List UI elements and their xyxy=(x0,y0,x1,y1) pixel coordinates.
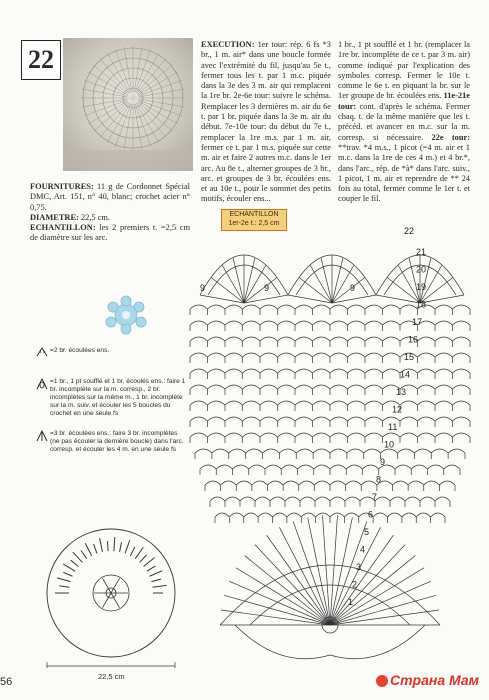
legend-text-1: =2 br. écoulées ens. xyxy=(50,347,110,354)
page-number: 56 xyxy=(0,676,13,688)
doily-photo xyxy=(63,38,193,171)
execution-body: 1er tour: rép. 6 fs *3 br., 1 m. air* dans une boucle formée avec l'extrémité du fil, jusqu'au 5e t., fermer tous les t. par 1 m.c. piquée dans la 3e des 3 m. air qui remplacent la 1re br. 2e-6e tour: suivre le schéma. Remplacer les 3 dernières m. air du 6e t. par 1 br. piquée dans la 3e m. air du début. 7e-10e tour: du début du 7e t., remplacer la 1re m.s. par 1 m. air, fermer ce t. par 1 m.s. piquée sur cette m. air et faire 2 autres m.c. dans le 1er arc. Au 8e t., alterner groupes de 3 br., arc. et groupes de 3 br. écoulées ens. et au 10e t., pour le sommet des petits motifs, écouler ens... xyxy=(201,40,331,204)
repeat-mark: 9 xyxy=(264,283,270,293)
row-label: 19 xyxy=(416,282,427,292)
execution-continued xyxy=(338,40,470,205)
row-label: 20 xyxy=(416,264,427,275)
chart-top-label: 22 xyxy=(404,226,415,236)
row-label: 21 xyxy=(416,247,427,257)
row-label: 18 xyxy=(416,299,427,310)
rounds-11-21-body: cont. d'après le schéma. Fermer chaq. t. de la même manière que les t. précéd. et avancer en m.c. sur la m. corresp. si nécessaire. xyxy=(338,101,470,142)
doily-outline-diagram xyxy=(18,528,208,668)
row-label: 4 xyxy=(360,544,366,555)
row-label: 9 xyxy=(380,457,386,467)
row-label: 13 xyxy=(396,387,407,397)
watermark-text: Страна Мам xyxy=(390,672,480,688)
fournitures-title: FOURNITURES: xyxy=(30,182,94,191)
round-22-body: **trav. *4 m.s., 1 picot (=4 m. air et 1 m.c. dans la 1re de ces 4 m.) et 4 br.*, dans l'arc., rép. de *à* dans l'arc. suiv., 1 picot, 1 m. air et reprendre de ** 24 fois au total, fermer comme le 1er t. et couper le fil. xyxy=(338,142,470,204)
row-label: 16 xyxy=(408,334,419,345)
execution-text xyxy=(201,40,331,205)
fournitures-body: 11 g de Cordonnet Spécial DMC, Art. 151, n° 40, blanc; crochet acier n° 0,75. xyxy=(30,182,190,212)
legend-text-2: =1 br., 1 pt soufflé et 1 br. écoulés ens.: faire 1 br. incomplète sur la m. corresp., 2 br. incomplètes sur la même m., 1 br. incomplète sur la m. suiv. et écouler les 5 boucles du crochet en une seule fs xyxy=(50,378,186,417)
badge-line1: ECHANTILLON xyxy=(229,211,279,218)
doily-photo-art xyxy=(63,38,193,171)
legend-text-3: =3 br. écoulées ens.: faire 3 br. incomplètes (ne pas écouler la dernière boucle) dans l'arc. corresp. et écouler les 4 m. en une seule fs xyxy=(50,430,184,453)
row-label: 7 xyxy=(372,492,378,502)
fournitures-text xyxy=(30,182,190,244)
site-watermark xyxy=(376,672,479,688)
row-label: 15 xyxy=(404,352,415,362)
repeat-mark: 9 xyxy=(350,283,356,293)
diameter-label: 22,5 cm xyxy=(98,672,125,681)
repeat-mark: 9 xyxy=(200,283,206,293)
row-label: 5 xyxy=(364,527,370,537)
row-label: 10 xyxy=(384,439,395,450)
execution-title: EXECUTION: xyxy=(201,40,255,49)
row-label: 12 xyxy=(392,404,403,415)
echantillon-motif xyxy=(96,293,156,337)
row-label: 3 xyxy=(356,562,362,572)
legend-item-3 xyxy=(36,430,186,454)
two-treble-cluster-icon xyxy=(36,347,48,357)
puff-stitch-cluster-icon xyxy=(36,378,48,390)
row-label: 8 xyxy=(376,474,382,485)
execution-cont-body: 1 br., 1 pt soufflé et 1 br. (remplacer la 1re br. incomplète de ce t. par 3 m. air) comme indiqué par l'explication des symboles corresp. Fermer le 10e t. comme le 6e t. en piquant la br. sur le 1er groupe de br. écoulées ens. xyxy=(338,40,470,101)
row-label: 14 xyxy=(400,369,411,380)
rounds-11-21-title: 11e-21e tour: xyxy=(338,91,470,111)
site-logo-icon xyxy=(376,675,388,687)
row-label: 2 xyxy=(352,579,358,590)
legend-item-1 xyxy=(36,347,186,355)
badge-line2: 1er-2e t.: 2,5 cm xyxy=(228,220,280,227)
row-label: 11 xyxy=(388,422,398,432)
legend-item-2 xyxy=(36,378,186,418)
echantillon-body: les 2 premiers t. =2,5 cm de diamètre sur les arc. xyxy=(30,223,190,243)
diametre-title: DIAMETRE: xyxy=(30,212,79,222)
row-label: 17 xyxy=(412,317,423,327)
diametre-body: 22,5 cm. xyxy=(78,212,111,222)
row-label: 6 xyxy=(368,509,374,520)
round-22-title: 22e tour: xyxy=(423,132,470,142)
three-treble-cluster-icon xyxy=(36,430,48,442)
pattern-number: 22 xyxy=(21,40,61,80)
row-label: 1 xyxy=(348,597,354,607)
crochet-chart xyxy=(180,225,480,670)
echantillon-title: ECHANTILLON: xyxy=(30,223,96,233)
